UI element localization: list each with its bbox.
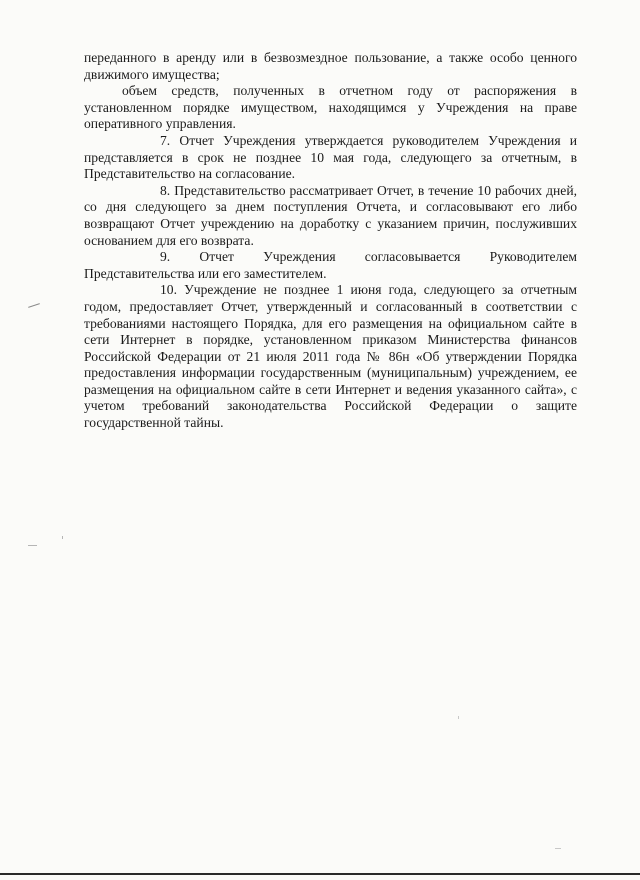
paragraph-text: Отчет Учреждения утверждается руководителем Учреждения и представляется в срок не позднее 10 мая года, следующего за отчетным, в Представительство на согласование. [84,132,577,182]
paragraph-10 [84,282,577,431]
paragraph-continuation [84,50,577,83]
scan-bottom-edge [0,873,640,875]
paragraph-number: 8. [160,182,171,198]
paragraph-number: 7. [160,132,171,148]
scan-mark [62,536,63,539]
paragraph-text: Отчет Учреждения согласовывается Руководителем Представительства или его заместителем. [84,249,577,281]
paragraph-text: объем средств, полученных в отчетном году от распоряжения в установленном порядке имуществом, находящимся у Учреждения на праве оперативного управления. [84,83,577,132]
paragraph-funds [84,83,577,133]
scan-speck [458,716,459,719]
paragraph-9 [84,249,577,282]
paragraph-text: Учреждение не позднее 1 июня года, следующего за отчетным годом, предоставляет Отчет, утвержденный и согласованный в соответствии с требованиями настоящего Порядка, для его размещения на официальном сайте в сети Интернет в порядке, установленном приказом Министерства финансов Российской Федерации от 21 июля 2011 года № 86н «Об утверждении Порядка предоставления информации государственным (муниципальным) учреждением, ее размещения на официальном сайте в сети Интернет и ведения указанного сайта», с учетом требований законодательства Российской Федерации о защите государственной тайны. [84,282,577,431]
paragraph-text: переданного в аренду или в безвозмездное пользование, а также особо ценного движимого имущества; [84,50,577,82]
paragraph-7 [84,133,577,183]
scan-mark [28,545,37,546]
paragraph-number: 9. [160,249,171,265]
document-body [84,50,577,432]
scan-mark [28,303,40,308]
scan-speck [555,848,561,849]
paragraph-8 [84,183,577,249]
paragraph-text: Представительство рассматривает Отчет, в течение 10 рабочих дней, со дня следующего за днем поступления Отчета, и согласовывают его либо возвращают Отчет учреждению на доработку с указанием причин, послуживших основанием для его возврата. [84,182,577,248]
paragraph-number: 10. [160,282,177,298]
